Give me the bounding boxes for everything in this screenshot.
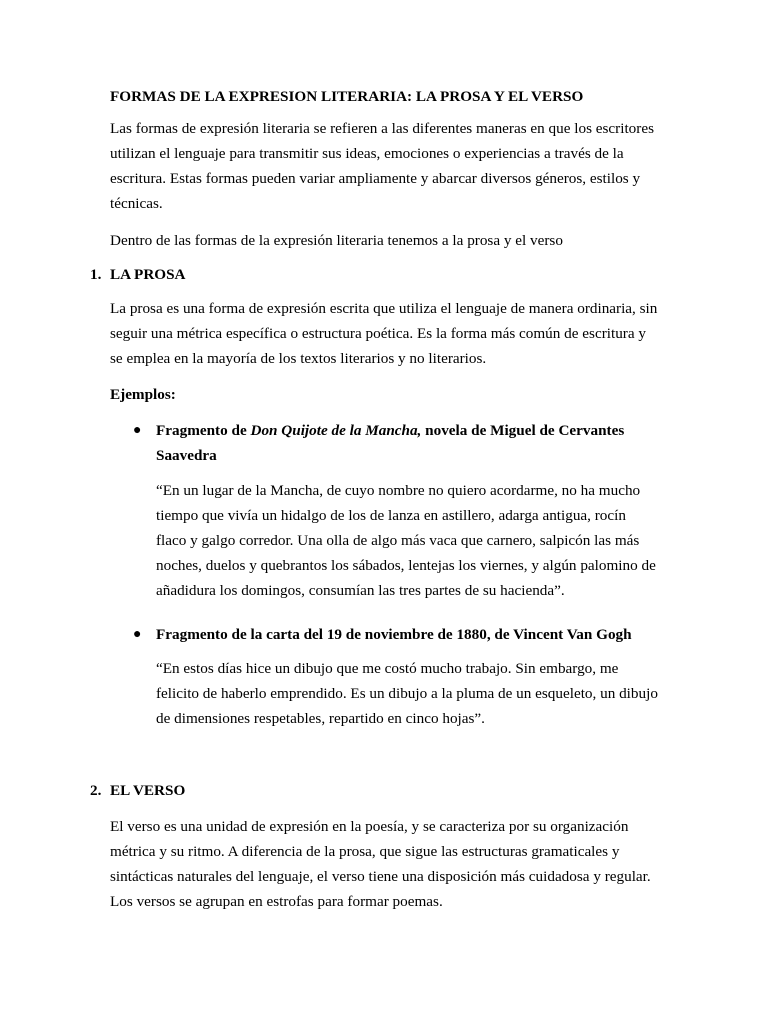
section-number: 1.	[90, 266, 102, 283]
intro-paragraph: Las formas de expresión literaria se refieren a las diferentes maneras en que los escritores utilizan el lenguaje para transmitir sus ideas, emociones o experiencias a través de la escritura. Estas formas pueden variar ampliamente y abarcar diversos géneros, estilos y técnicas.	[110, 120, 654, 212]
example-prefix: Fragmento de	[156, 422, 251, 439]
section-heading-label: EL VERSO	[110, 782, 186, 799]
example-heading-text: Fragmento de la carta del 19 de noviembre de 1880, de Vincent Van Gogh	[156, 626, 632, 643]
quote-van-gogh: “En estos días hice un dibujo que me costó mucho trabajo. Sin embargo, me felicito de haberlo emprendido. Es un dibujo a la pluma de un esqueleto, un dibujo de dimensiones respetables, repartido en cinco hojas”.	[156, 660, 658, 727]
intro-paragraph-2: Dentro de las formas de la expresión literaria tenemos a la prosa y el verso	[110, 232, 563, 249]
section-heading-label: LA PROSA	[110, 266, 186, 283]
example-suffix: novela de Miguel de Cervantes Saavedra	[156, 422, 625, 464]
section-heading-prosa	[90, 262, 186, 287]
work-title: Don Quijote de la Mancha,	[250, 422, 422, 439]
prosa-paragraph: La prosa es una forma de expresión escrita que utiliza el lenguaje de manera ordinaria, sin seguir una métrica específica o estructura poética. Es la forma más común de escritura y se emplea en la mayoría de los textos literarios y no literarios.	[110, 300, 658, 367]
page-title: FORMAS DE LA EXPRESION LITERARIA: LA PROSA Y EL VERSO	[110, 88, 584, 105]
section-heading-verso	[90, 778, 186, 803]
quote-quijote: “En un lugar de la Mancha, de cuyo nombre no quiero acordarme, no ha mucho tiempo que vivía un hidalgo de los de lanza en astillero, adarga antigua, rocín flaco y galgo corredor. Una olla de algo más vaca que carnero, salpicón las más noches, duelos y quebrantos los sábados, lentejas los viernes, y algún palomino de añadidura los domingos, consumían las tres partes de su hacienda”.	[156, 482, 656, 599]
bullet-icon: ●	[133, 423, 142, 438]
section-number: 2.	[90, 782, 102, 799]
example-heading-quijote	[133, 418, 656, 468]
verso-paragraph: El verso es una unidad de expresión en la poesía, y se caracteriza por su organización métrica y su ritmo. A diferencia de la prosa, que sigue las estructuras gramaticales y sintácticas naturales del lenguaje, el verso tiene una disposición más cuidadosa y regular. Los versos se agrupan en estrofas para formar poemas.	[110, 818, 651, 910]
examples-label: Ejemplos:	[110, 386, 176, 403]
bullet-icon: ●	[133, 627, 142, 642]
example-heading-van-gogh	[133, 622, 656, 647]
